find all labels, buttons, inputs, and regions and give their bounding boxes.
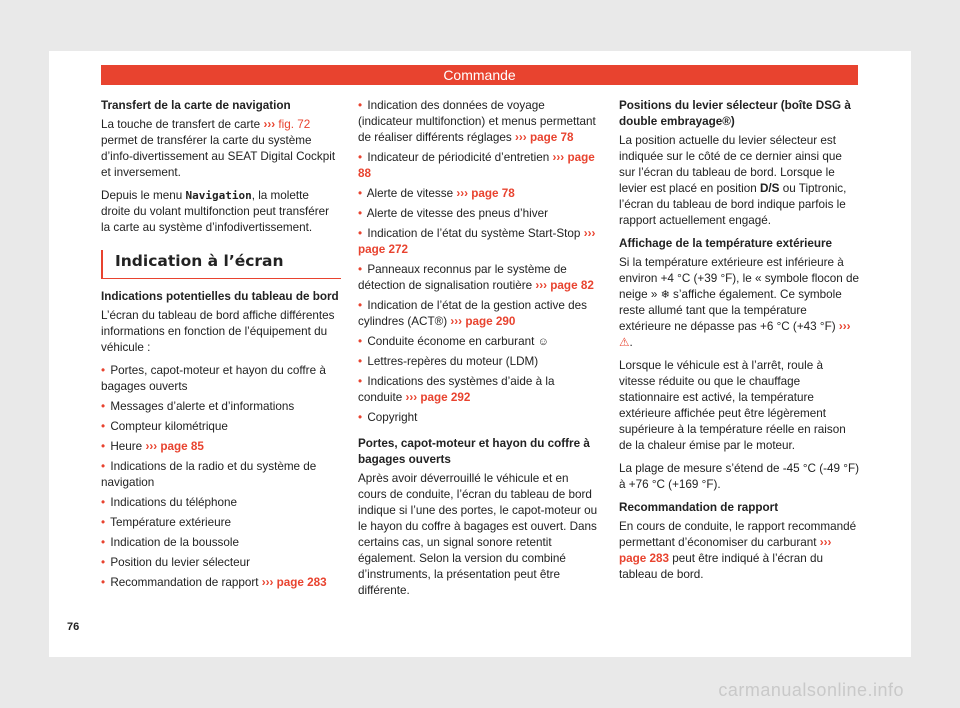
bullet-icon: • bbox=[358, 263, 363, 276]
section-divider bbox=[101, 278, 341, 279]
bullet-icon: • bbox=[358, 151, 363, 164]
list-item: • Recommandation de rapport ››› page 283 bbox=[101, 576, 327, 589]
menu-name: Navigation bbox=[185, 189, 252, 202]
list-item: • Messages d’alerte et d’informations bbox=[101, 400, 295, 413]
bullet-icon: • bbox=[358, 187, 363, 200]
list-item: • Température extérieure bbox=[101, 516, 231, 529]
list-item: • Copyright bbox=[358, 411, 418, 424]
bullet-icon: • bbox=[101, 364, 106, 377]
bullet-icon: • bbox=[101, 536, 106, 549]
list-item: • Alerte de vitesse des pneus d’hiver bbox=[358, 207, 548, 220]
paragraph-navigation-menu: Depuis le menu Navigation, la molette droite du volant multifonction peut transférer la carte au système d’infodivertissement. bbox=[101, 189, 330, 234]
list-item: • Indication de la boussole bbox=[101, 536, 239, 549]
bullet-icon: • bbox=[101, 516, 106, 529]
list-item: • Indication de l’état de la gestion active des cylindres (ACT®) ››› page 290 bbox=[358, 299, 587, 328]
bullet-icon: • bbox=[358, 227, 363, 240]
column-3 bbox=[619, 98, 859, 590]
heading-map-transfer: Transfert de la carte de navigation bbox=[101, 99, 291, 112]
page-number: 76 bbox=[67, 621, 80, 633]
watermark: carmanualsonline.info bbox=[718, 680, 904, 700]
page-link[interactable]: ››› page 283 bbox=[619, 536, 832, 565]
gear-position: D/S bbox=[759, 182, 780, 195]
bullet-icon: • bbox=[101, 556, 106, 569]
page-link[interactable]: ››› page 290 bbox=[450, 315, 516, 328]
list-item: • Conduite économe en carburant ☺ bbox=[358, 335, 549, 348]
heading-doors-open: Portes, capot-moteur et hayon du coffre à bagages ouverts bbox=[358, 437, 590, 466]
page-link[interactable]: ››› page 88 bbox=[358, 151, 595, 180]
list-item: • Lettres-repères du moteur (LDM) bbox=[358, 355, 539, 368]
bullet-icon: • bbox=[101, 440, 106, 453]
page-link[interactable]: ››› page 272 bbox=[358, 227, 596, 256]
warning-icon[interactable]: ⚠ bbox=[619, 336, 630, 349]
bullet-icon: • bbox=[358, 375, 363, 388]
bullet-icon: • bbox=[101, 576, 106, 589]
snowflake-icon: ❄ bbox=[660, 289, 670, 301]
heading-gear-recommendation: Recommandation de rapport bbox=[619, 501, 779, 514]
page-link[interactable]: ››› page 78 bbox=[515, 131, 574, 144]
paragraph-temperature-stationary: Lorsque le véhicule est à l’arrêt, roule à vitesse réduite ou que le chauffage stationnaire est activé, la température extérieure affichée peut être légèrement supérieure à la température réelle en raison de la chaleur émise par le moteur. bbox=[619, 359, 846, 452]
fig-link[interactable]: fig. 72 bbox=[278, 118, 311, 131]
paragraph-indications: L’écran du tableau de bord affiche différentes informations en fonction de l’équipement du véhicule : bbox=[101, 309, 335, 354]
bullet-icon: • bbox=[101, 496, 106, 509]
manual-page bbox=[49, 51, 911, 657]
list-item: • Panneaux reconnus par le système de détection de signalisation routière ››› page 82 bbox=[358, 263, 594, 292]
paragraph-selector-lever: La position actuelle du levier sélecteur est indiquée sur le côté de ce dernier ainsi que sur l’écran du tableau de bord. Lorsque le levier est placé en position D/S ou Tiptronic, l’écran du tableau de bord indique parfois le rapport actuellement engagé. bbox=[619, 134, 847, 227]
page-link[interactable]: ››› page 292 bbox=[405, 391, 471, 404]
list-item: • Indicateur de périodicité d’entretien ››› page 88 bbox=[358, 151, 595, 180]
bullet-icon: • bbox=[101, 420, 106, 433]
bullet-icon: • bbox=[358, 207, 363, 220]
ref-arrow: ››› bbox=[263, 118, 276, 131]
bullet-icon: • bbox=[358, 411, 363, 424]
eco-driving-icon: ☺ bbox=[537, 336, 549, 348]
paragraph-measurement-range: La plage de mesure s’étend de -45 °C (-49 °F) à +76 °C (+169 °F). bbox=[619, 462, 859, 491]
column-2 bbox=[358, 98, 598, 606]
list-item: • Indication de l’état du système Start-Stop ››› page 272 bbox=[358, 227, 596, 256]
page-link[interactable]: ››› page 78 bbox=[456, 187, 515, 200]
heading-outside-temperature: Affichage de la température extérieure bbox=[619, 237, 833, 250]
paragraph-map-transfer: La touche de transfert de carte ››› fig. 72 permet de transférer la carte du système d’info-divertissement au SEAT Digital Cockpit et inversement. bbox=[101, 118, 336, 179]
page-link[interactable]: ››› page 283 bbox=[261, 576, 327, 589]
list-item: • Heure ››› page 85 bbox=[101, 440, 204, 453]
heading-indications: Indications potentielles du tableau de bord bbox=[101, 290, 339, 303]
page-link[interactable]: ››› page 85 bbox=[145, 440, 204, 453]
list-item: • Indication des données de voyage (indicateur multifonction) et menus permettant de réaliser différents réglages ››› page 78 bbox=[358, 99, 596, 144]
bullet-icon: • bbox=[358, 355, 363, 368]
bullet-icon: • bbox=[101, 460, 106, 473]
page-link[interactable]: ››› page 82 bbox=[535, 279, 594, 292]
list-item: • Portes, capot-moteur et hayon du coffre à bagages ouverts bbox=[101, 364, 326, 393]
bullet-icon: • bbox=[358, 299, 363, 312]
section-header: Commande bbox=[101, 65, 858, 85]
paragraph-gear-recommendation: En cours de conduite, le rapport recommandé permettant d’économiser du carburant ››› page 283 peut être indiqué à l’écran du tableau de bord. bbox=[619, 520, 857, 581]
list-item: • Alerte de vitesse ››› page 78 bbox=[358, 187, 515, 200]
section-title: Indication à l’écran bbox=[101, 250, 341, 278]
column-1 bbox=[101, 98, 341, 595]
bullet-icon: • bbox=[358, 335, 363, 348]
paragraph-doors-open: Après avoir déverrouillé le véhicule et en cours de conduite, l’écran du tableau de bord indique si l’une des portes, le capot-moteur ou le hayon du coffre à bagages est ouvert. Dans certains cas, un signal sonore retentit également. Selon la version du combiné d’instruments, la présentation peut être différente. bbox=[358, 472, 598, 597]
list-item: • Compteur kilométrique bbox=[101, 420, 228, 433]
list-item: • Position du levier sélecteur bbox=[101, 556, 251, 569]
ref-arrow: ››› bbox=[838, 320, 851, 333]
bullet-icon: • bbox=[358, 99, 363, 112]
bullet-icon: • bbox=[101, 400, 106, 413]
heading-selector-lever: Positions du levier sélecteur (boîte DSG à double embrayage®) bbox=[619, 99, 851, 128]
list-item: • Indications de la radio et du système de navigation bbox=[101, 460, 317, 489]
paragraph-outside-temperature: Si la température extérieure est inférieure à environ +4 °C (+39 °F), le « symbole flocon de neige » ❄ s’affiche également. Ce symbole reste allumé tant que la température extérieure ne dépasse pas +6 °C (+43 °F) ››› ⚠. bbox=[619, 256, 859, 349]
list-item: • Indications du téléphone bbox=[101, 496, 238, 509]
list-item: • Indications des systèmes d’aide à la conduite ››› page 292 bbox=[358, 375, 555, 404]
